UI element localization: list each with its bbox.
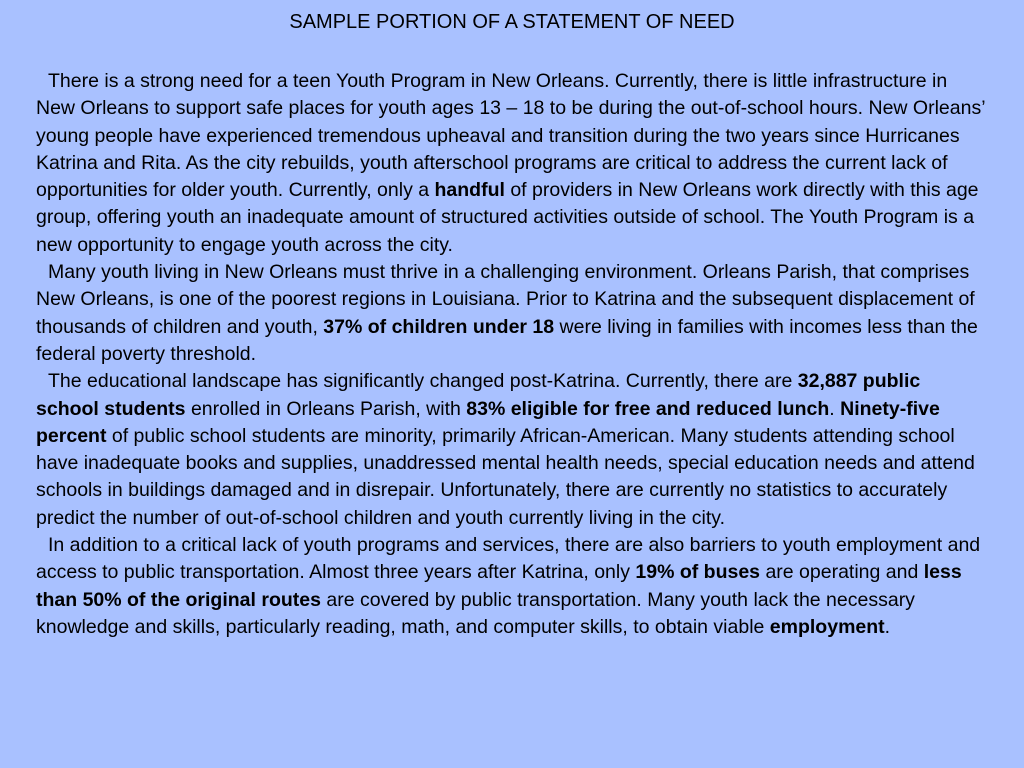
bold-text-run: 37% of children under 18 (323, 315, 555, 338)
text-run: were living in families with incomes less than the federal poverty threshold. (36, 315, 978, 365)
page-title: SAMPLE PORTION OF A STATEMENT OF NEED (289, 11, 735, 33)
paragraph-3 (36, 368, 986, 532)
text-run: Many youth living in New Orleans must thrive in a challenging environment. Orleans Parish, that comprises New Orleans, is one of the poorest regions in Louisiana. Prior to Katrina and the subsequent displacement of thousands of children and youth, (36, 261, 975, 338)
bold-text-run: 83% eligible for free and reduced lunch (466, 397, 830, 420)
paragraph-4 (36, 532, 986, 641)
bold-text-run: handful (434, 179, 505, 202)
text-run: . (884, 615, 891, 638)
text-run: of public school students are minority, primarily African-American. Many students attending school have inadequate books and supplies, unaddressed mental health needs, special education needs and attend schools in buildings damaged and in disrepair. Unfortunately, there are currently no statistics to accurately predict the number of out-of-school children and youth currently living in the city. (36, 424, 975, 529)
text-run: are covered by public transportation. Many youth lack the necessary knowledge and skills, particularly reading, math, and computer skills, to obtain viable (36, 588, 915, 638)
text-run: In addition to a critical lack of youth programs and services, there are also barriers to youth employment and access to public transportation. Almost three years after Katrina, only (36, 534, 981, 584)
text-run: enrolled in Orleans Parish, with (185, 397, 467, 420)
text-run: There is a strong need for a teen Youth Program in New Orleans. Currently, there is little infrastructure in New Orleans to support safe places for youth ages 13 – 18 to be during the out-of-school hours. New Orleans’ young people have experienced tremendous upheaval and transition during the two years since Hurricanes Katrina and Rita. As the city rebuilds, youth afterschool programs are critical to address the current lack of opportunities for older youth. Currently, only a (36, 70, 985, 202)
bold-text-run: Ninety-five percent (36, 397, 940, 447)
statement-body (36, 68, 986, 641)
text-run: are operating and (760, 561, 924, 584)
bold-text-run: 32,887 public school students (36, 370, 921, 420)
bold-text-run: employment (769, 615, 885, 638)
text-run: The educational landscape has significantly changed post-Katrina. Currently, there are (48, 370, 798, 393)
text-run: of providers in New Orleans work directly with this age group, offering youth an inadequate amount of structured activities outside of school. The Youth Program is a new opportunity to engage youth across the city. (36, 179, 979, 256)
text-run: . (829, 397, 841, 420)
paragraph-2 (36, 259, 986, 368)
paragraph-1 (36, 68, 986, 259)
bold-text-run: 19% of buses (635, 561, 761, 584)
bold-text-run: less than 50% of the original routes (36, 561, 962, 611)
